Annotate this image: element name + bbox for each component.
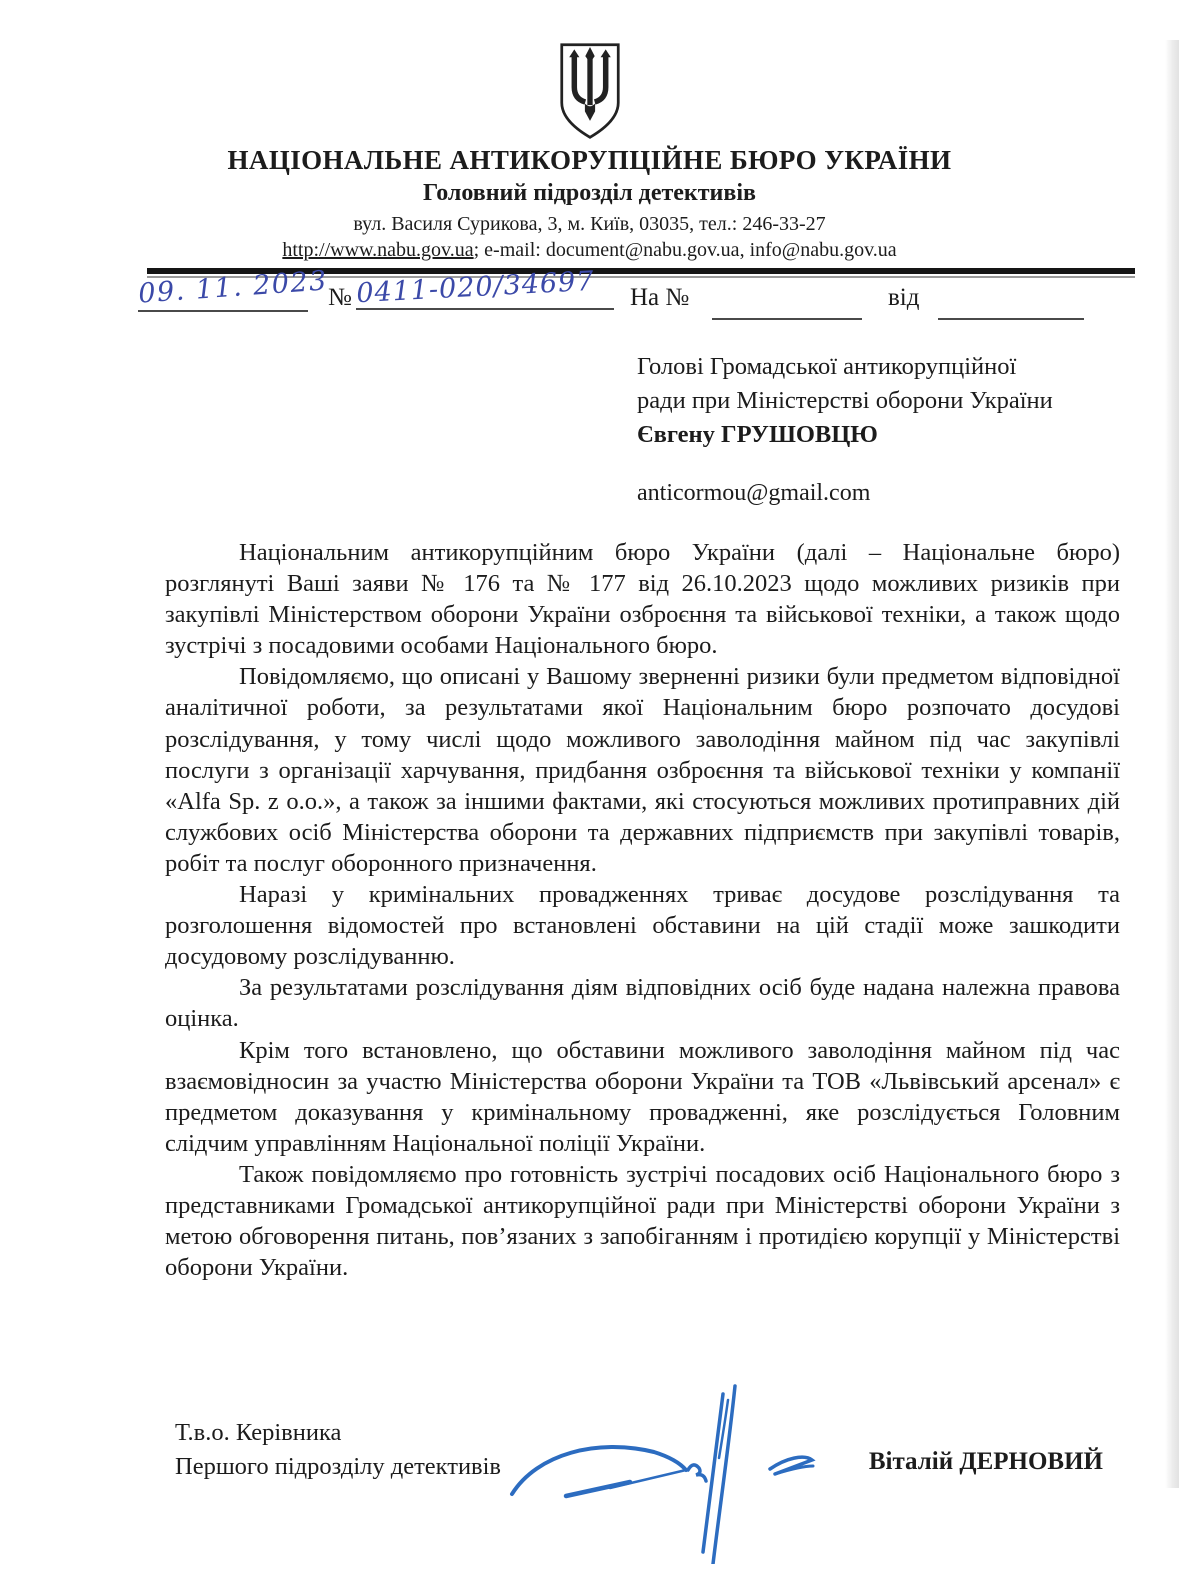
org-emails: ; e-mail: document@nabu.gov.ua, info@nabu.gov.ua xyxy=(473,239,897,261)
recipient-line1: Голові Громадської антикорупційної xyxy=(637,353,1017,380)
recipient-name: Євгену ГРУШОВЦЮ xyxy=(637,421,878,448)
letter-body xyxy=(165,537,1120,1283)
incoming-number-label: На № xyxy=(630,284,690,311)
body-paragraph: Національним антикорупційним бюро України (далі – Національне бюро) розглянуті Ваші заяви № 176 та № 177 від 26.10.2023 щодо можливих ризиків при закупівлі Міністерством оборони України озброєння та військової техніки, а також щодо зустрічі з посадовими особами Національного бюро. xyxy=(165,539,1120,660)
handwritten-signature-icon xyxy=(492,1374,832,1569)
incoming-date-label: від xyxy=(888,284,920,311)
incoming-number-blank xyxy=(712,278,862,320)
org-contacts xyxy=(0,238,1179,263)
handwritten-date: 09. 11. 2023 xyxy=(137,265,329,310)
recipient-line2: ради при Міністерстві оборони України xyxy=(637,387,1053,414)
outgoing-number-field xyxy=(355,265,614,310)
body-paragraph: За результатами розслідування діям відповідних осіб буде надана належна правова оцінка. xyxy=(165,974,1120,1033)
org-address: вул. Василя Сурикова, 3, м. Київ, 03035, тел.: 246-33-27 xyxy=(353,213,826,235)
recipient-block xyxy=(637,350,1179,452)
letterhead xyxy=(0,40,1179,278)
org-name: НАЦІОНАЛЬНЕ АНТИКОРУПЦІЙНЕ БЮРО УКРАЇНИ xyxy=(227,145,952,175)
body-paragraph: Крім того встановлено, що обставини можливого заволодіння майном під час взаємовідносин за участю Міністерства оборони України та ТОВ «Львівський арсенал» є предметом доказування у кримінальному провадженні, яке розслідується Головним слідчим управлінням Національної поліції України. xyxy=(165,1036,1120,1157)
signer-title-line1: Т.в.о. Керівника xyxy=(175,1419,342,1446)
body-paragraph: Наразі у кримінальних провадженнях триває досудове розслідування та розголошення відомостей про встановлені обставини на цій стадії може зашкодити досудовому розслідуванню. xyxy=(165,881,1120,971)
ukraine-trident-emblem-icon xyxy=(549,40,631,142)
handwritten-number: 0411-020/34697 xyxy=(355,265,596,310)
outgoing-date-field xyxy=(137,265,329,312)
recipient-email: anticormou@gmail.com xyxy=(637,480,871,506)
incoming-date-blank xyxy=(938,278,1084,320)
scan-page-edge xyxy=(1165,40,1179,1488)
signer-title xyxy=(175,1416,501,1484)
reference-line xyxy=(0,265,1179,334)
body-paragraph: Також повідомляємо про готовність зустрічі посадових осіб Національного бюро з представниками Громадської антикорупційної ради при Міністерстві оборони України з метою обговорення питань, пов’язаних з запобіганням і протидією корупції у Міністерстві оборони України. xyxy=(165,1160,1120,1282)
division-name: Головний підрозділ детективів xyxy=(423,180,756,206)
org-website-link: http://www.nabu.gov.ua xyxy=(282,239,474,261)
number-sign-label: № xyxy=(328,284,352,311)
body-paragraph: Повідомляємо, що описані у Вашому зверненні ризики були предметом відповідної аналітичної роботи, за результатами якої Національним бюро розпочато досудові розслідування, у тому числі щодо можливого заволодіння майном під час закупівлі послуги з організації харчування, придбання озброєння та військової техніки у компанії «Alfa Sp. z o.o.», а також за іншими фактами, які стосуються можливих протиправних дій службових осіб Міністерства оборони та державних підприємств при закупівлі товарів, робіт та послуг оборонного призначення. xyxy=(165,663,1120,877)
signer-title-line2: Першого підрозділу детективів xyxy=(175,1453,502,1480)
signer-name: Віталій ДЕРНОВИЙ xyxy=(868,1448,1103,1475)
